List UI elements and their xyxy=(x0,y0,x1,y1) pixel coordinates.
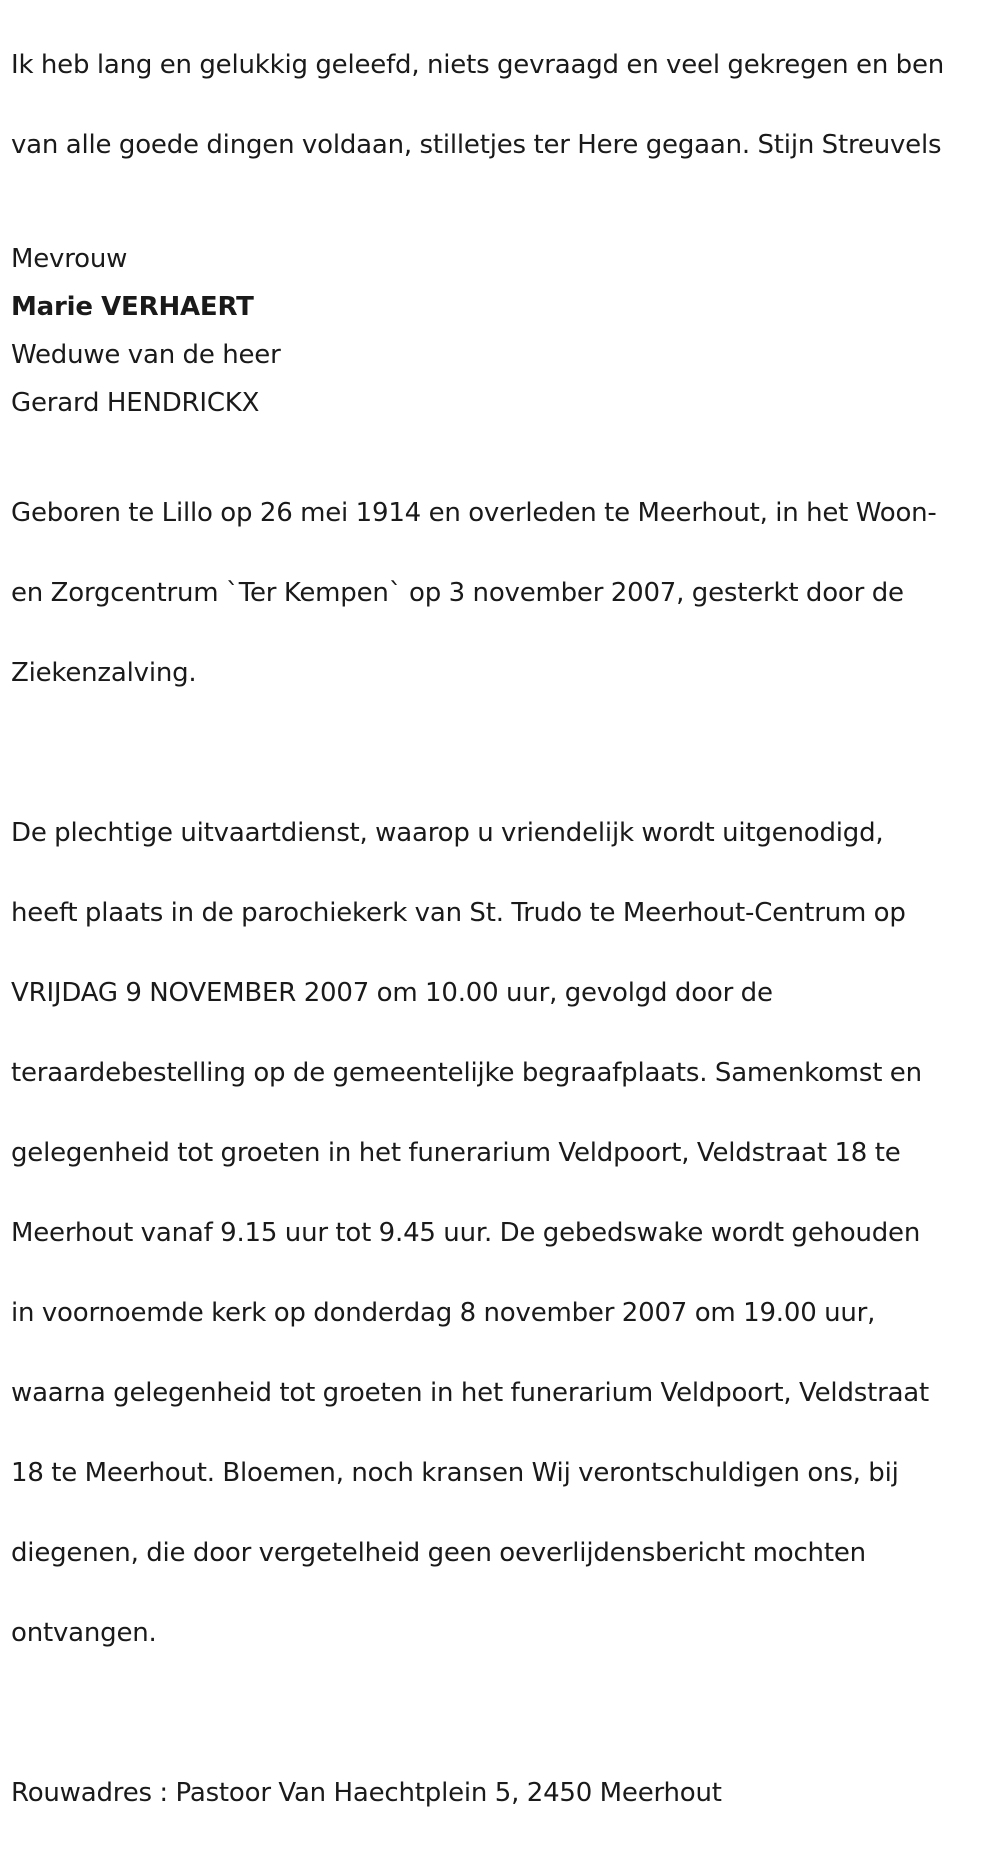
paragraph-line: teraardebestelling op de gemeentelijke begraafplaats. Samenkomst en xyxy=(11,1058,922,1088)
paragraph-line: ontvangen. xyxy=(11,1618,157,1648)
paragraph-line: heeft plaats in de parochiekerk van St. Trudo te Meerhout-Centrum op xyxy=(11,898,906,928)
paragraph-line: VRIJDAG 9 NOVEMBER 2007 om 10.00 uur, gevolgd door de xyxy=(11,978,773,1008)
paragraph-line: 18 te Meerhout. Bloemen, noch kransen Wij verontschuldigen ons, bij xyxy=(11,1458,899,1488)
paragraph-line: in voornoemde kerk op donderdag 8 november 2007 om 19.00 uur, xyxy=(11,1298,876,1328)
address-line: Rouwadres : Pastoor Van Haechtplein 5, 2450 Meerhout xyxy=(11,1778,722,1808)
quote-paragraph xyxy=(11,5,993,205)
spouse-name: Gerard HENDRICKX xyxy=(11,388,260,418)
paragraph-line: gelegenheid tot groeten in het funerarium Veldpoort, Veldstraat 18 te xyxy=(11,1138,901,1168)
quote-line: Ik heb lang en gelukkig geleefd, niets gevraagd en veel gekregen en ben xyxy=(11,50,945,80)
paragraph-line: diegenen, die door vergetelheid geen oeverlijdensbericht mochten xyxy=(11,1538,866,1568)
paragraph-line: en Zorgcentrum `Ter Kempen` op 3 november 2007, gesterkt door de xyxy=(11,578,904,608)
spacer xyxy=(11,427,993,453)
paragraph-line: De plechtige uitvaartdienst, waarop u vriendelijk wordt uitgenodigd, xyxy=(11,818,884,848)
spacer xyxy=(11,1693,993,1733)
deceased-block xyxy=(11,235,993,427)
paragraph-line: Ziekenzalving. xyxy=(11,658,197,688)
quote-line: van alle goede dingen voldaan, stilletjes ter Here gegaan. Stijn Streuvels xyxy=(11,130,942,160)
spacer xyxy=(11,733,993,773)
paragraph-line: Meerhout vanaf 9.15 uur tot 9.45 uur. De gebedswake wordt gehouden xyxy=(11,1218,921,1248)
paragraph-line: waarna gelegenheid tot groeten in het funerarium Veldpoort, Veldstraat xyxy=(11,1378,930,1408)
ceremony-paragraph xyxy=(11,773,993,1693)
salutation: Mevrouw xyxy=(11,244,128,274)
deceased-name: Marie VERHAERT xyxy=(11,292,254,322)
relation: Weduwe van de heer xyxy=(11,340,281,370)
birth-death-paragraph xyxy=(11,453,993,733)
obituary-document xyxy=(11,5,993,1853)
address-paragraph xyxy=(11,1733,993,1853)
spacer xyxy=(11,205,993,235)
paragraph-line: Geboren te Lillo op 26 mei 1914 en overleden te Meerhout, in het Woon- xyxy=(11,498,937,528)
